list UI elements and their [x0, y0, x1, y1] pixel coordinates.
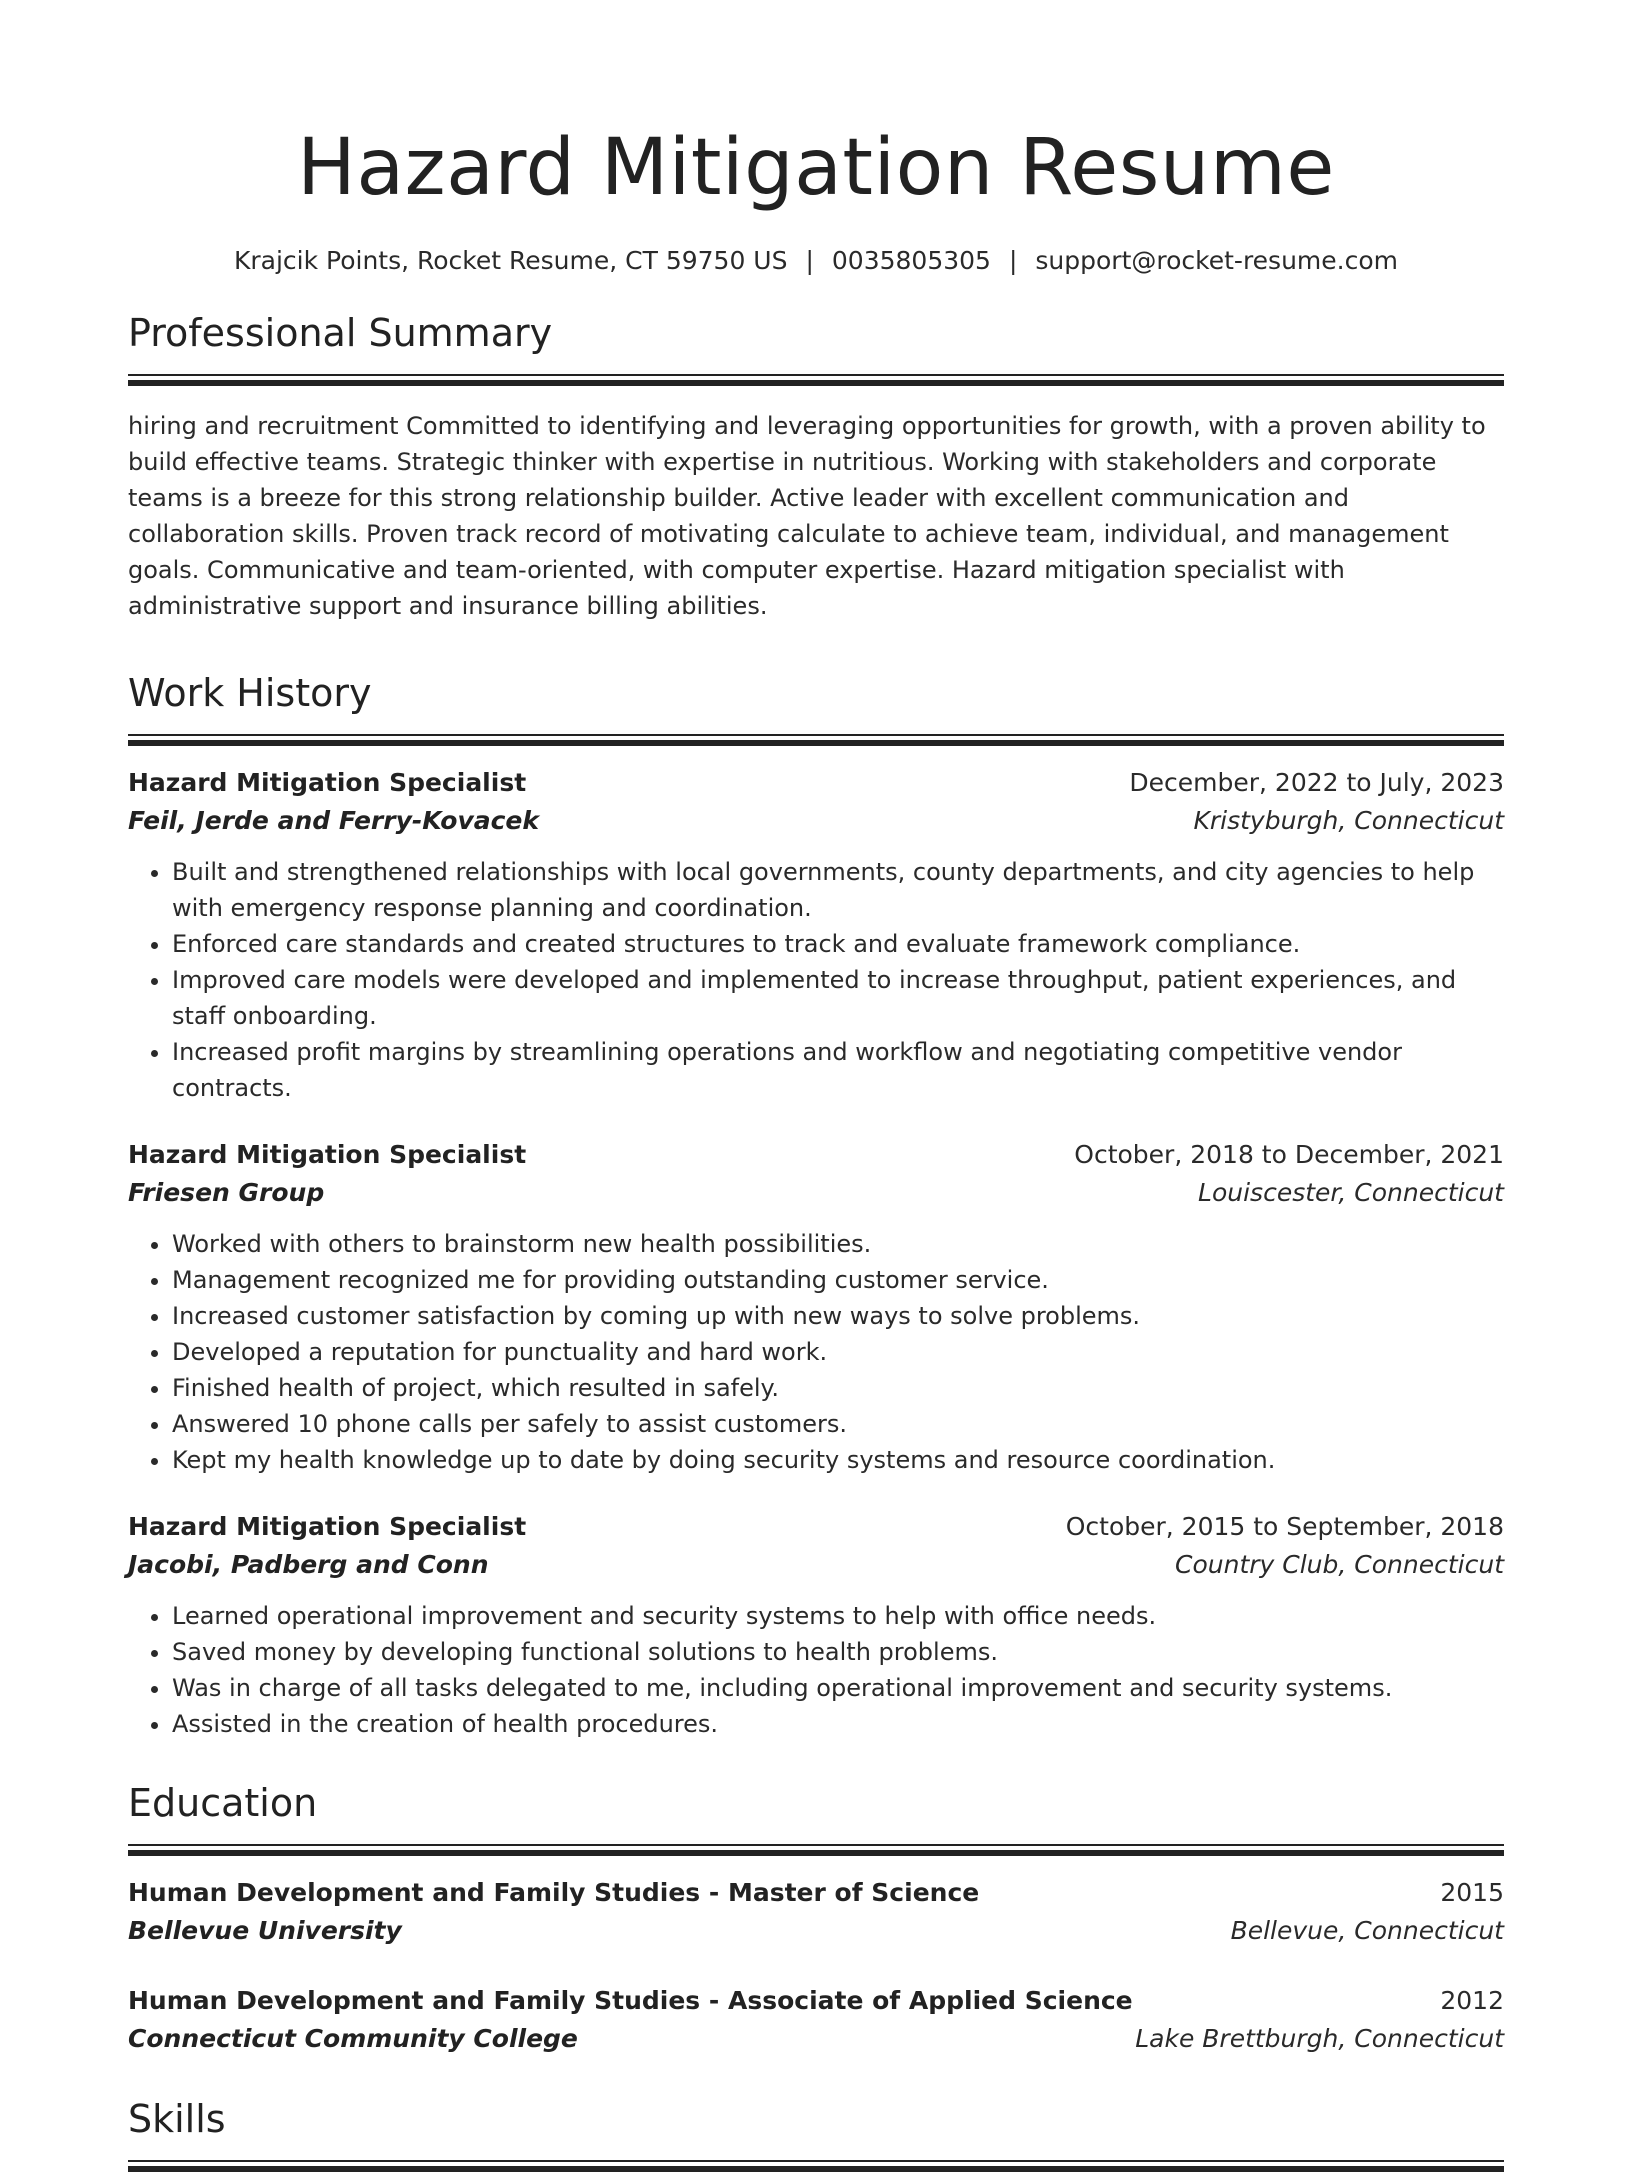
section-title-work: Work History: [128, 671, 372, 715]
contact-address: Krajcik Points, Rocket Resume, CT 59750 US: [233, 246, 788, 275]
list-item: • Built and strengthened relationships with local governments, county departments, and city agencies to help with emergency response planning and coordination.: [172, 854, 1504, 926]
section-divider: [128, 374, 1504, 386]
job-bullets: [128, 854, 1504, 1106]
section-divider: [128, 2160, 1504, 2172]
job-company: Friesen Group: [128, 1178, 325, 1207]
summary-section: [128, 308, 1504, 624]
education-location: Lake Brettburgh, Connecticut: [1135, 2024, 1504, 2053]
job-entry: [128, 1136, 1504, 1478]
education-section: [128, 1778, 1504, 2058]
job-dates: December, 2022 to July, 2023: [1129, 768, 1504, 797]
list-item: • Worked with others to brainstorm new health possibilities.: [172, 1226, 1504, 1262]
contact-phone: 0035805305: [831, 246, 991, 275]
job-dates: October, 2018 to December, 2021: [1074, 1140, 1504, 1169]
list-item: • Improved care models were developed and implemented to increase throughput, patient experiences, and staff onboarding.: [172, 962, 1504, 1034]
job-location: Country Club, Connecticut: [1175, 1550, 1504, 1579]
list-item: • Kept my health knowledge up to date by doing security systems and resource coordination.: [172, 1442, 1504, 1478]
summary-text: hiring and recruitment Committed to identifying and leveraging opportunities for growth, with a proven ability to build effective teams. Strategic thinker with expertise in nutritious. Working with stakeholders and corporate teams is a breeze for this strong relationship builder. Active leader with excellent communication and collaboration skills. Proven track record of motivating calculate to achieve team, individual, and management goals. Communicative and team-oriented, with computer expertise. Hazard mitigation specialist with administrative support and insurance billing abilities.: [128, 412, 1486, 620]
job-location: Kristyburgh, Connecticut: [1193, 806, 1504, 835]
list-item: • Developed a reputation for punctuality and hard work.: [172, 1334, 1504, 1370]
section-title-summary: Professional Summary: [128, 311, 553, 355]
section-title-education: Education: [128, 1781, 318, 1825]
job-entry: [128, 1508, 1504, 1742]
education-degree: Human Development and Family Studies - Associate of Applied Science: [128, 1986, 1133, 2015]
contact-email: support@rocket-resume.com: [1035, 246, 1399, 275]
list-item: • Increased customer satisfaction by coming up with new ways to solve problems.: [172, 1298, 1504, 1334]
education-entry: [128, 1982, 1504, 2058]
job-role: Hazard Mitigation Specialist: [128, 1140, 527, 1169]
list-item: • Assisted in the creation of health procedures.: [172, 1706, 1504, 1742]
skills-section: [128, 2094, 1504, 2172]
job-location: Louiscester, Connecticut: [1198, 1178, 1504, 1207]
section-divider: [128, 734, 1504, 746]
contact-separator: |: [805, 246, 814, 275]
list-item: • Learned operational improvement and security systems to help with office needs.: [172, 1598, 1504, 1634]
list-item: • Finished health of project, which resulted in safely.: [172, 1370, 1504, 1406]
resume-title: Hazard Mitigation Resume: [297, 123, 1335, 213]
job-role: Hazard Mitigation Specialist: [128, 1512, 527, 1541]
education-school: Bellevue University: [128, 1916, 402, 1945]
list-item: • Was in charge of all tasks delegated to me, including operational improvement and security systems.: [172, 1670, 1504, 1706]
job-company: Jacobi, Padberg and Conn: [128, 1550, 489, 1579]
list-item: • Increased profit margins by streamlining operations and workflow and negotiating competitive vendor contracts.: [172, 1034, 1504, 1106]
job-entry: [128, 764, 1504, 1106]
section-title-skills: Skills: [128, 2097, 226, 2141]
contact-separator: |: [1008, 246, 1018, 275]
job-role: Hazard Mitigation Specialist: [128, 768, 527, 797]
education-degree: Human Development and Family Studies - Master of Science: [128, 1878, 980, 1907]
education-entry: [128, 1874, 1504, 1950]
job-company: Feil, Jerde and Ferry-Kovacek: [128, 806, 540, 835]
education-year: 2015: [1440, 1878, 1504, 1907]
education-location: Bellevue, Connecticut: [1230, 1916, 1504, 1945]
job-bullets: [128, 1226, 1504, 1478]
work-section: [128, 668, 1504, 1742]
list-item: • Saved money by developing functional solutions to health problems.: [172, 1634, 1504, 1670]
education-school: Connecticut Community College: [128, 2024, 578, 2053]
contact-line: [128, 244, 1504, 278]
job-bullets: [128, 1598, 1504, 1742]
education-year: 2012: [1440, 1986, 1504, 2015]
section-divider: [128, 1844, 1504, 1856]
list-item: • Answered 10 phone calls per safely to assist customers.: [172, 1406, 1504, 1442]
list-item: • Enforced care standards and created structures to track and evaluate framework compliance.: [172, 926, 1504, 962]
job-dates: October, 2015 to September, 2018: [1065, 1512, 1504, 1541]
list-item: • Management recognized me for providing outstanding customer service.: [172, 1262, 1504, 1298]
